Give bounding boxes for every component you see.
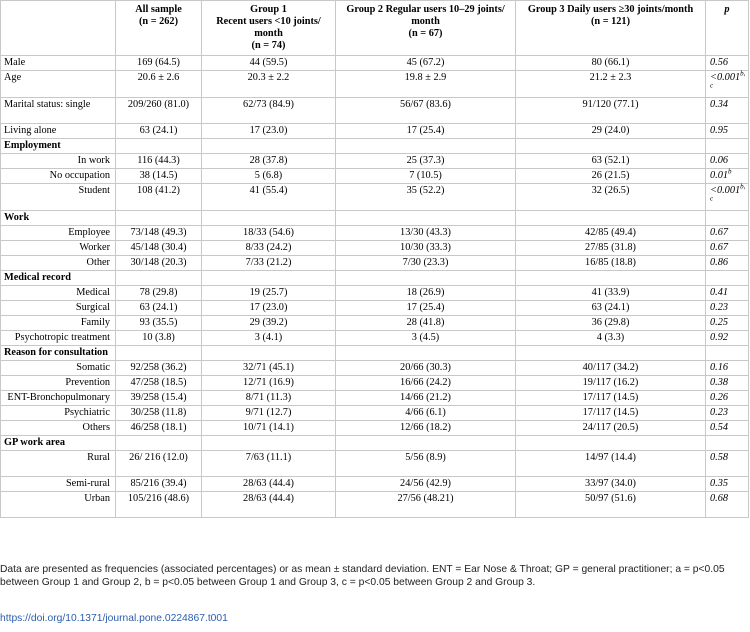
- cell-all: 38 (14.5): [116, 169, 202, 184]
- cell-g2: 27/56 (48.21): [336, 492, 516, 518]
- cell-all: 63 (24.1): [116, 124, 202, 139]
- p-value: 0.86: [710, 257, 729, 268]
- empty-cell: [202, 346, 336, 361]
- p-value: 0.23: [710, 407, 729, 418]
- section-row: [1, 139, 749, 154]
- cell-all: 39/258 (15.4): [116, 391, 202, 406]
- cell-all: 116 (44.3): [116, 154, 202, 169]
- cell-g2: 16/66 (24.2): [336, 376, 516, 391]
- table-row: [1, 241, 749, 256]
- empty-cell: [202, 436, 336, 451]
- cell-p: [706, 316, 749, 331]
- cell-p: [706, 331, 749, 346]
- row-label: Prevention: [1, 376, 116, 391]
- cell-p: [706, 361, 749, 376]
- cell-all: 10 (3.8): [116, 331, 202, 346]
- table-row: [1, 406, 749, 421]
- p-value: 0.35: [710, 478, 729, 489]
- cell-g1: 8/71 (11.3): [202, 391, 336, 406]
- cell-g2: 20/66 (30.3): [336, 361, 516, 376]
- cell-p: [706, 56, 749, 71]
- table-row: [1, 286, 749, 301]
- p-value: 0.41: [710, 287, 729, 298]
- p-value: 0.67: [710, 227, 729, 238]
- header-n: (n = 74): [251, 40, 286, 51]
- cell-g3: 21.2 ± 2.3: [516, 71, 706, 98]
- empty-cell: [202, 271, 336, 286]
- cell-p: [706, 184, 749, 211]
- cell-p: [706, 421, 749, 436]
- cell-g2: 18 (26.9): [336, 286, 516, 301]
- cell-p: [706, 154, 749, 169]
- cell-all: 92/258 (36.2): [116, 361, 202, 376]
- row-label: Urban: [1, 492, 116, 518]
- cell-g2: 45 (67.2): [336, 56, 516, 71]
- header-sub: Recent users <10 joints/ month: [216, 16, 321, 39]
- cell-g1: 12/71 (16.9): [202, 376, 336, 391]
- cell-all: 105/216 (48.6): [116, 492, 202, 518]
- empty-cell: [516, 211, 706, 226]
- table-row: [1, 98, 749, 124]
- table-row: [1, 316, 749, 331]
- cell-g3: 63 (52.1): [516, 154, 706, 169]
- p-value: 0.26: [710, 392, 729, 403]
- p-value: 0.56: [710, 57, 729, 68]
- cell-g3: 29 (24.0): [516, 124, 706, 139]
- p-superscript: b, c: [710, 182, 746, 203]
- row-label: Employee: [1, 226, 116, 241]
- p-value: <0.001: [710, 185, 741, 196]
- cell-all: 26/ 216 (12.0): [116, 451, 202, 477]
- cell-all: 63 (24.1): [116, 301, 202, 316]
- cell-g2: 10/30 (33.3): [336, 241, 516, 256]
- row-label: Age: [1, 71, 116, 98]
- empty-cell: [116, 346, 202, 361]
- cell-p: [706, 451, 749, 477]
- cell-g1: 20.3 ± 2.2: [202, 71, 336, 98]
- section-label: GP work area: [1, 436, 116, 451]
- cell-g1: 3 (4.1): [202, 331, 336, 346]
- cell-g3: 63 (24.1): [516, 301, 706, 316]
- cell-g3: 40/117 (34.2): [516, 361, 706, 376]
- p-value: <0.001: [710, 72, 741, 83]
- p-value: 0.01: [710, 170, 729, 181]
- cell-g3: 80 (66.1): [516, 56, 706, 71]
- p-value: 0.25: [710, 317, 729, 328]
- cell-p: [706, 376, 749, 391]
- empty-cell: [116, 436, 202, 451]
- cell-p: [706, 98, 749, 124]
- table-row: [1, 124, 749, 139]
- cell-all: 20.6 ± 2.6: [116, 71, 202, 98]
- section-label: Work: [1, 211, 116, 226]
- cell-p: [706, 406, 749, 421]
- row-label: Medical: [1, 286, 116, 301]
- cell-g3: 36 (29.8): [516, 316, 706, 331]
- p-value: 0.67: [710, 242, 729, 253]
- cell-all: 30/258 (11.8): [116, 406, 202, 421]
- table-row: [1, 376, 749, 391]
- table-row: [1, 391, 749, 406]
- cell-g1: 9/71 (12.7): [202, 406, 336, 421]
- cell-g2: 24/56 (42.9): [336, 477, 516, 492]
- cell-all: 85/216 (39.4): [116, 477, 202, 492]
- row-label: Others: [1, 421, 116, 436]
- row-label: Living alone: [1, 124, 116, 139]
- cell-g1: 29 (39.2): [202, 316, 336, 331]
- empty-cell: [202, 211, 336, 226]
- table-row: [1, 331, 749, 346]
- empty-cell: [336, 436, 516, 451]
- p-value: 0.38: [710, 377, 729, 388]
- empty-cell: [202, 139, 336, 154]
- cell-g3: 14/97 (14.4): [516, 451, 706, 477]
- header-title: Group 3 Daily users ≥30 joints/month: [527, 4, 694, 15]
- table-footnote: Data are presented as frequencies (associated percentages) or as mean ± standard deviation. ENT = Ear Nose & Throat; GP = general practitioner; a = p<0.05 between Group 1 and Group 2, b = p<0.05 between Group 1 and Group 3, c = p<0.05 between Group 2 and Group 3.: [0, 564, 725, 588]
- empty-cell: [336, 211, 516, 226]
- cell-g1: 28 (37.8): [202, 154, 336, 169]
- cell-all: 45/148 (30.4): [116, 241, 202, 256]
- p-value: 0.58: [710, 452, 729, 463]
- row-label: No occupation: [1, 169, 116, 184]
- cell-g2: 7 (10.5): [336, 169, 516, 184]
- row-label: Family: [1, 316, 116, 331]
- header-title: Group 2 Regular users 10–29 joints/ month: [346, 4, 505, 27]
- empty-cell: [516, 346, 706, 361]
- table-row: [1, 361, 749, 376]
- p-value: 0.68: [710, 493, 729, 504]
- cell-all: 73/148 (49.3): [116, 226, 202, 241]
- empty-cell: [706, 436, 749, 451]
- empty-cell: [516, 436, 706, 451]
- row-label: Psychotropic treatment: [1, 331, 116, 346]
- section-label: Medical record: [1, 271, 116, 286]
- header-label-col: [1, 1, 116, 56]
- cell-g2: 14/66 (21.2): [336, 391, 516, 406]
- p-value: 0.92: [710, 332, 729, 343]
- header-sub: (n = 121): [590, 16, 631, 27]
- header-group-2: [336, 1, 516, 56]
- table-row: [1, 477, 749, 492]
- cell-g2: 13/30 (43.3): [336, 226, 516, 241]
- section-label: Employment: [1, 139, 116, 154]
- cell-g1: 17 (23.0): [202, 301, 336, 316]
- row-label: ENT-Bronchopulmonary: [1, 391, 116, 406]
- cell-p: [706, 256, 749, 271]
- cell-g1: 10/71 (14.1): [202, 421, 336, 436]
- row-label: Other: [1, 256, 116, 271]
- table-row: [1, 154, 749, 169]
- empty-cell: [336, 139, 516, 154]
- cell-g2: 7/30 (23.3): [336, 256, 516, 271]
- cell-g1: 5 (6.8): [202, 169, 336, 184]
- cell-all: 47/258 (18.5): [116, 376, 202, 391]
- cell-g1: 17 (23.0): [202, 124, 336, 139]
- cell-g3: 27/85 (31.8): [516, 241, 706, 256]
- row-label: Rural: [1, 451, 116, 477]
- p-superscript: b: [728, 167, 732, 176]
- cell-p: [706, 301, 749, 316]
- empty-cell: [706, 211, 749, 226]
- p-superscript: b, c: [710, 69, 746, 90]
- cell-g3: 42/85 (49.4): [516, 226, 706, 241]
- cell-all: 108 (41.2): [116, 184, 202, 211]
- cell-g3: 26 (21.5): [516, 169, 706, 184]
- cell-g1: 44 (59.5): [202, 56, 336, 71]
- cell-g1: 62/73 (84.9): [202, 98, 336, 124]
- header-p: [706, 1, 749, 56]
- cell-g2: 56/67 (83.6): [336, 98, 516, 124]
- cell-g1: 8/33 (24.2): [202, 241, 336, 256]
- table-row: [1, 71, 749, 98]
- cell-g3: 19/117 (16.2): [516, 376, 706, 391]
- row-label: In work: [1, 154, 116, 169]
- cell-g1: 7/63 (11.1): [202, 451, 336, 477]
- cell-all: 46/258 (18.1): [116, 421, 202, 436]
- table-row: [1, 56, 749, 71]
- cell-p: [706, 391, 749, 406]
- table-row: [1, 184, 749, 211]
- section-row: [1, 271, 749, 286]
- cell-g2: 25 (37.3): [336, 154, 516, 169]
- row-label: Somatic: [1, 361, 116, 376]
- cell-g1: 18/33 (54.6): [202, 226, 336, 241]
- cell-p: [706, 226, 749, 241]
- header-group-1: [202, 1, 336, 56]
- p-value: 0.34: [710, 99, 729, 110]
- table-body: [1, 56, 749, 518]
- cell-p: [706, 241, 749, 256]
- row-label: Semi-rural: [1, 477, 116, 492]
- cell-p: [706, 286, 749, 301]
- row-label: Male: [1, 56, 116, 71]
- cell-all: 30/148 (20.3): [116, 256, 202, 271]
- cell-g3: 4 (3.3): [516, 331, 706, 346]
- cell-p: [706, 124, 749, 139]
- cell-g3: 33/97 (34.0): [516, 477, 706, 492]
- cell-g2: 28 (41.8): [336, 316, 516, 331]
- cell-all: 169 (64.5): [116, 56, 202, 71]
- empty-cell: [706, 139, 749, 154]
- cell-g2: 19.8 ± 2.9: [336, 71, 516, 98]
- row-label: Student: [1, 184, 116, 211]
- cell-g3: 50/97 (51.6): [516, 492, 706, 518]
- header-sub: (n = 262): [138, 16, 179, 27]
- table-row: [1, 301, 749, 316]
- header-sub: (n = 67): [408, 28, 443, 39]
- cell-g1: 41 (55.4): [202, 184, 336, 211]
- section-row: [1, 211, 749, 226]
- cell-g2: 17 (25.4): [336, 301, 516, 316]
- p-value: 0.06: [710, 155, 729, 166]
- p-value: 0.23: [710, 302, 729, 313]
- header-title: Group 1: [250, 4, 287, 15]
- cell-g2: 35 (52.2): [336, 184, 516, 211]
- cell-p: [706, 492, 749, 518]
- empty-cell: [516, 271, 706, 286]
- row-label: Worker: [1, 241, 116, 256]
- header-title: p: [724, 4, 730, 15]
- empty-cell: [516, 139, 706, 154]
- row-label: Marital status: single: [1, 98, 116, 124]
- table-row: [1, 451, 749, 477]
- section-row: [1, 436, 749, 451]
- cell-p: [706, 477, 749, 492]
- doi-link[interactable]: https://doi.org/10.1371/journal.pone.0224867.t001: [0, 613, 228, 624]
- section-label: Reason for consultation: [1, 346, 116, 361]
- table-row: [1, 226, 749, 241]
- cell-g3: 17/117 (14.5): [516, 406, 706, 421]
- cell-g2: 17 (25.4): [336, 124, 516, 139]
- cell-g1: 19 (25.7): [202, 286, 336, 301]
- cell-g1: 7/33 (21.2): [202, 256, 336, 271]
- table-row: [1, 256, 749, 271]
- cell-g3: 91/120 (77.1): [516, 98, 706, 124]
- empty-cell: [336, 271, 516, 286]
- cell-p: [706, 169, 749, 184]
- cell-g2: 12/66 (18.2): [336, 421, 516, 436]
- empty-cell: [116, 139, 202, 154]
- cell-g1: 28/63 (44.4): [202, 492, 336, 518]
- cell-p: [706, 71, 749, 98]
- section-row: [1, 346, 749, 361]
- cell-all: 78 (29.8): [116, 286, 202, 301]
- cell-g3: 24/117 (20.5): [516, 421, 706, 436]
- row-label: Psychiatric: [1, 406, 116, 421]
- cell-g1: 28/63 (44.4): [202, 477, 336, 492]
- header-group-3: [516, 1, 706, 56]
- empty-cell: [116, 271, 202, 286]
- p-value: 0.54: [710, 422, 729, 433]
- cell-g3: 16/85 (18.8): [516, 256, 706, 271]
- cell-all: 93 (35.5): [116, 316, 202, 331]
- table-row: [1, 492, 749, 518]
- cell-g3: 17/117 (14.5): [516, 391, 706, 406]
- empty-cell: [116, 211, 202, 226]
- cell-g2: 3 (4.5): [336, 331, 516, 346]
- empty-cell: [336, 346, 516, 361]
- cell-all: 209/260 (81.0): [116, 98, 202, 124]
- row-label: Surgical: [1, 301, 116, 316]
- header-all-sample: [116, 1, 202, 56]
- empty-cell: [706, 346, 749, 361]
- header-title: All sample: [135, 4, 182, 15]
- cell-g2: 4/66 (6.1): [336, 406, 516, 421]
- empty-cell: [706, 271, 749, 286]
- cell-g2: 5/56 (8.9): [336, 451, 516, 477]
- p-value: 0.95: [710, 125, 729, 136]
- cell-g3: 41 (33.9): [516, 286, 706, 301]
- table-row: [1, 421, 749, 436]
- cell-g3: 32 (26.5): [516, 184, 706, 211]
- table-row: [1, 169, 749, 184]
- header-row: [1, 1, 749, 56]
- cell-g1: 32/71 (45.1): [202, 361, 336, 376]
- p-value: 0.16: [710, 362, 729, 373]
